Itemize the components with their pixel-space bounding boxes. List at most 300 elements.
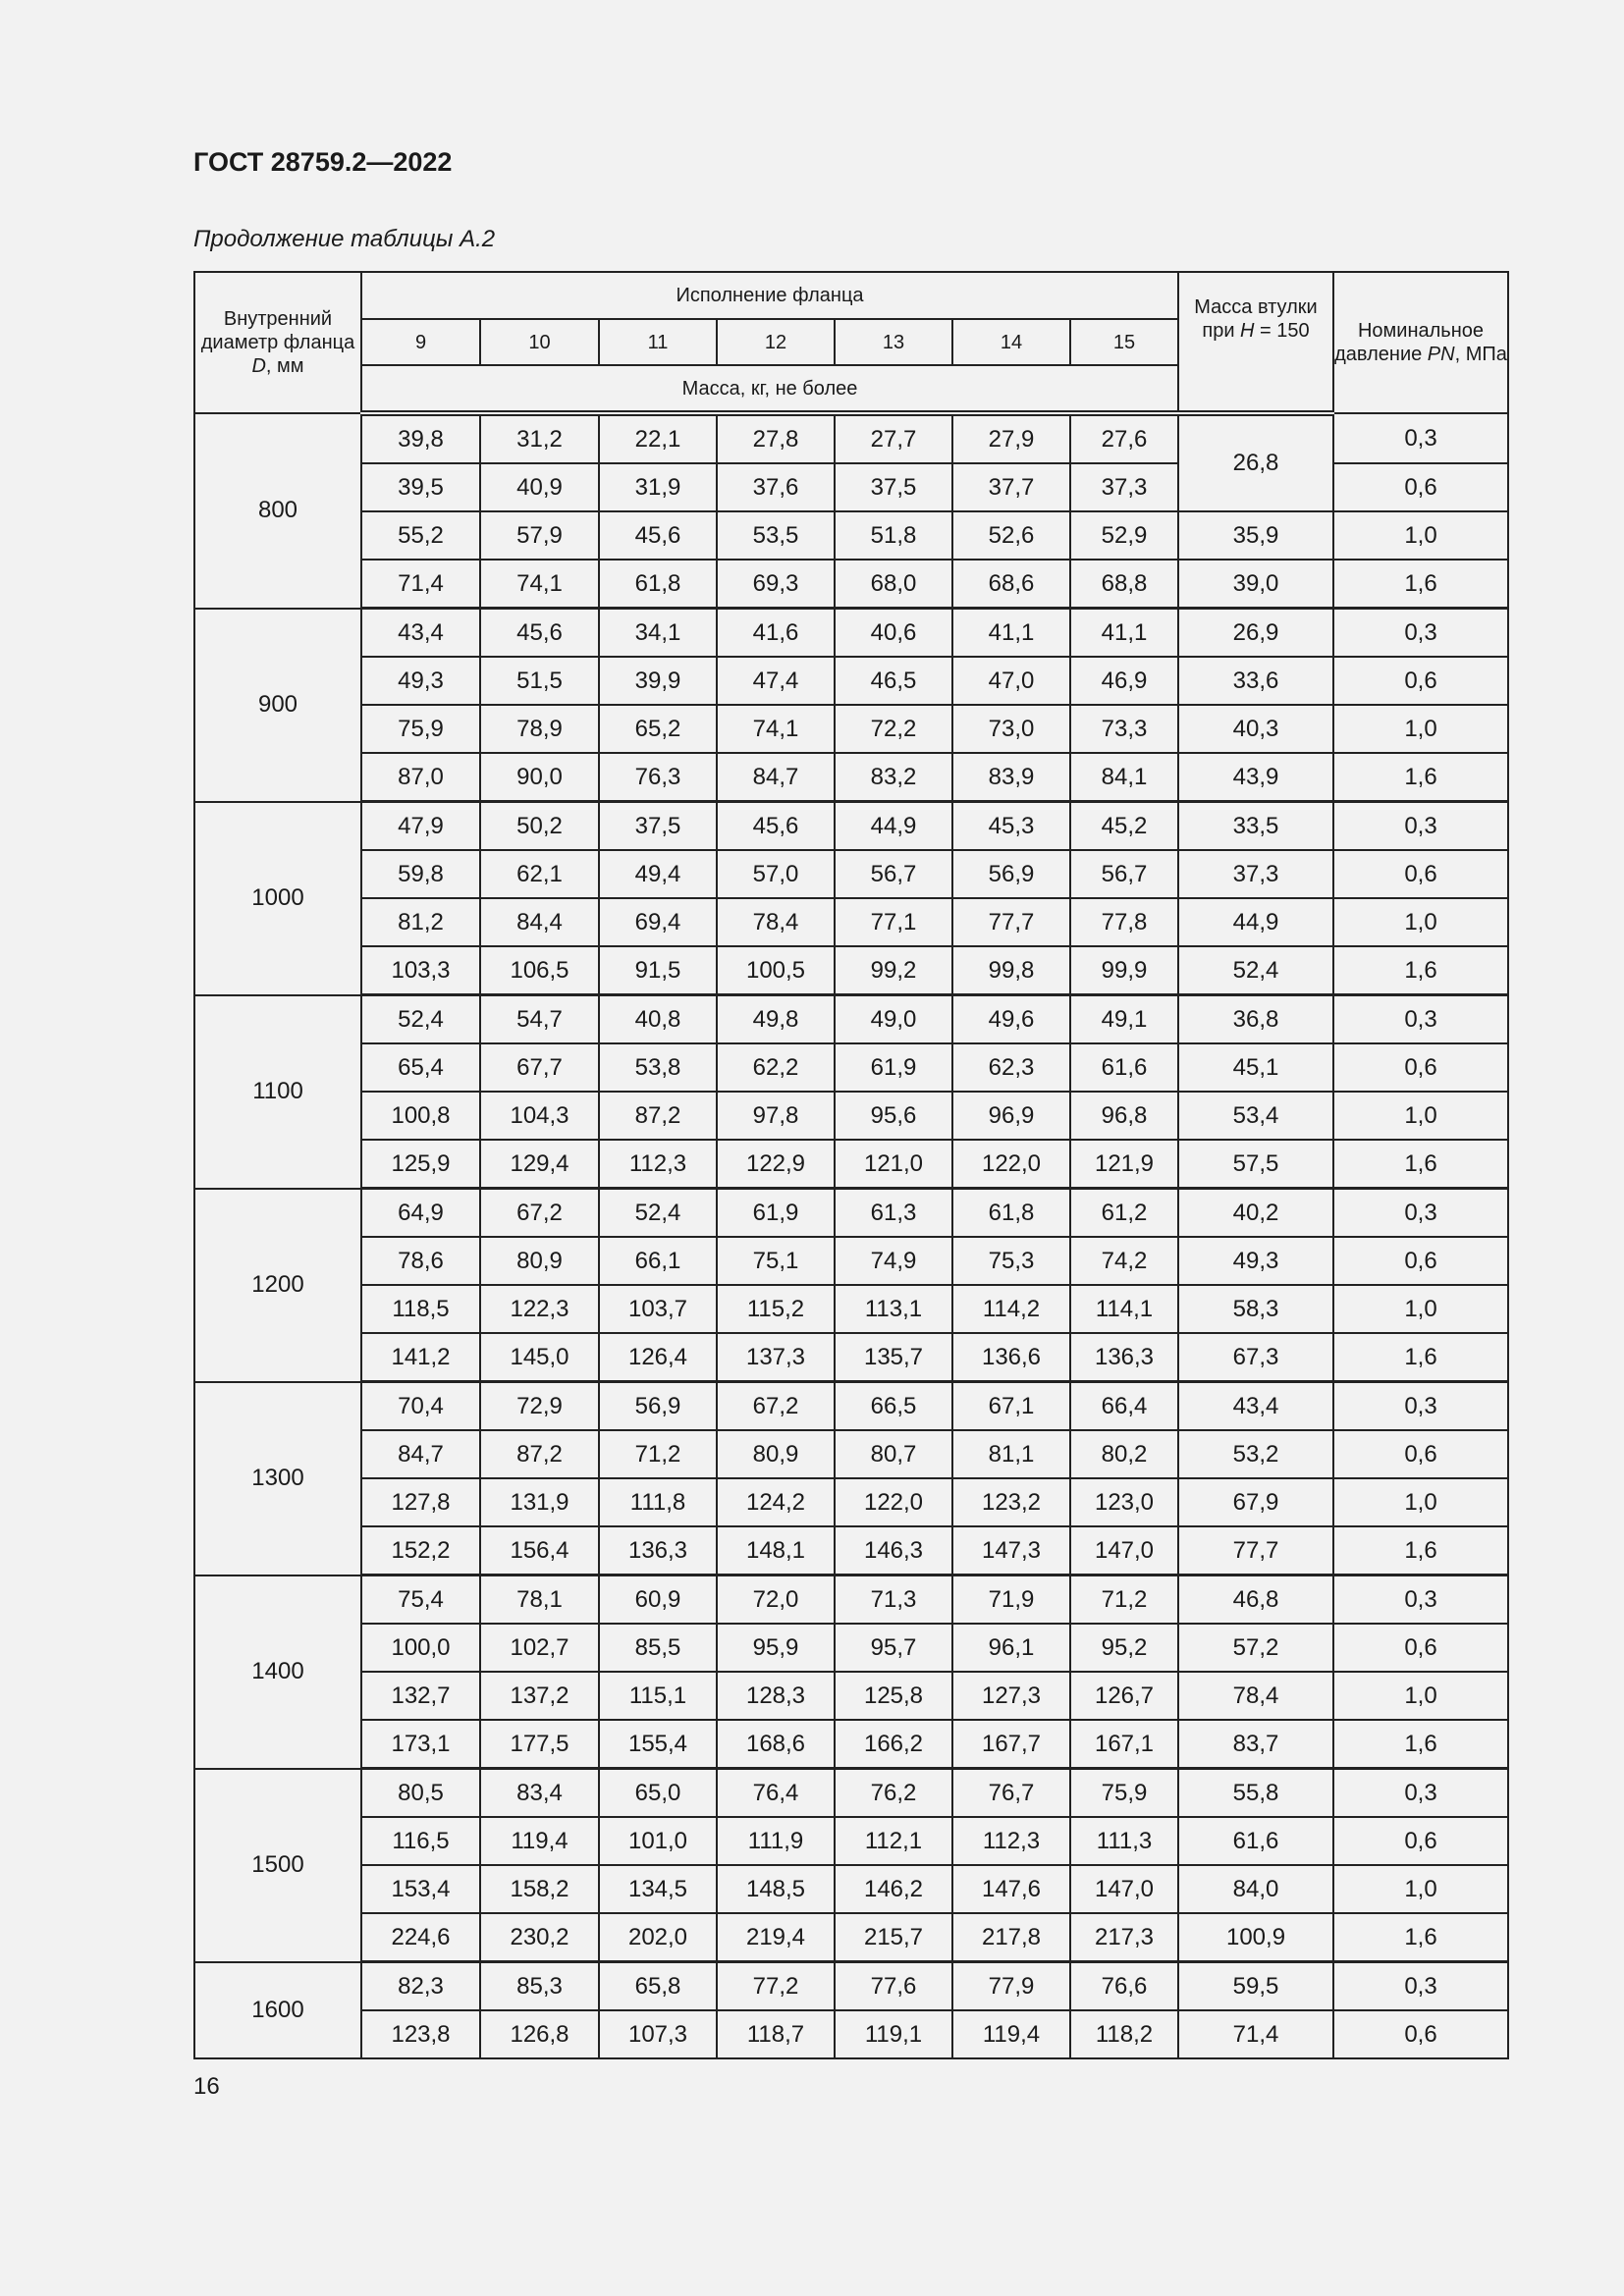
hub-mass-cell: 37,3: [1178, 850, 1333, 898]
mass-cell-version-13: 77,1: [835, 898, 952, 946]
mass-cell-version-13: 99,2: [835, 946, 952, 995]
mass-cell-version-15: 84,1: [1070, 753, 1178, 802]
mass-cell-version-15: 76,6: [1070, 1962, 1178, 2011]
hub-mass-cell: 40,3: [1178, 705, 1333, 753]
mass-cell-version-10: 54,7: [480, 995, 599, 1044]
mass-cell-version-14: 47,0: [952, 657, 1070, 705]
diameter-cell: 900: [194, 609, 361, 802]
mass-cell-version-12: 47,4: [717, 657, 835, 705]
mass-cell-version-9: 118,5: [361, 1285, 480, 1333]
mass-cell-version-10: 84,4: [480, 898, 599, 946]
mass-cell-version-13: 61,3: [835, 1189, 952, 1238]
pressure-cell: 0,6: [1333, 1237, 1508, 1285]
header-version-10: 10: [480, 319, 599, 365]
mass-cell-version-14: 68,6: [952, 560, 1070, 609]
mass-cell-version-11: 22,1: [599, 413, 717, 463]
mass-cell-version-9: 103,3: [361, 946, 480, 995]
mass-cell-version-9: 132,7: [361, 1672, 480, 1720]
mass-cell-version-13: 76,2: [835, 1769, 952, 1818]
pressure-cell: 1,0: [1333, 511, 1508, 560]
mass-cell-version-13: 112,1: [835, 1817, 952, 1865]
mass-cell-version-9: 127,8: [361, 1478, 480, 1526]
mass-cell-version-12: 74,1: [717, 705, 835, 753]
mass-cell-version-15: 45,2: [1070, 802, 1178, 851]
mass-cell-version-13: 68,0: [835, 560, 952, 609]
pressure-cell: 0,6: [1333, 1430, 1508, 1478]
mass-cell-version-11: 91,5: [599, 946, 717, 995]
pressure-cell: 0,6: [1333, 657, 1508, 705]
table-row: [194, 898, 1508, 946]
diameter-cell: 1600: [194, 1962, 361, 2059]
header-hub-mass: Масса втулки при H = 150: [1178, 272, 1333, 365]
mass-cell-version-10: 158,2: [480, 1865, 599, 1913]
pressure-cell: 1,6: [1333, 1526, 1508, 1575]
mass-cell-version-13: 119,1: [835, 2010, 952, 2058]
diameter-cell: 1100: [194, 995, 361, 1189]
mass-cell-version-9: 100,8: [361, 1092, 480, 1140]
mass-cell-version-9: 47,9: [361, 802, 480, 851]
mass-cell-version-14: 96,9: [952, 1092, 1070, 1140]
header-nominal-pressure: Номинальное давление PN, МПа: [1333, 272, 1508, 413]
mass-cell-version-9: 75,4: [361, 1575, 480, 1625]
mass-cell-version-15: 27,6: [1070, 413, 1178, 463]
mass-cell-version-9: 70,4: [361, 1382, 480, 1431]
hub-mass-cell: 84,0: [1178, 1865, 1333, 1913]
hub-mass-cell: 45,1: [1178, 1043, 1333, 1092]
table-row: [194, 1478, 1508, 1526]
table-row: [194, 995, 1508, 1044]
pressure-cell: 1,0: [1333, 898, 1508, 946]
mass-cell-version-13: 135,7: [835, 1333, 952, 1382]
hub-mass-cell: 44,9: [1178, 898, 1333, 946]
mass-cell-version-14: 56,9: [952, 850, 1070, 898]
header-diameter: Внутренний диаметр фланца D, мм: [194, 272, 361, 413]
mass-cell-version-11: 31,9: [599, 463, 717, 511]
mass-cell-version-15: 147,0: [1070, 1865, 1178, 1913]
header-version-9: 9: [361, 319, 480, 365]
mass-cell-version-15: 147,0: [1070, 1526, 1178, 1575]
mass-cell-version-14: 52,6: [952, 511, 1070, 560]
mass-cell-version-13: 71,3: [835, 1575, 952, 1625]
mass-cell-version-12: 148,5: [717, 1865, 835, 1913]
hub-mass-cell: 71,4: [1178, 2010, 1333, 2058]
mass-cell-version-12: 69,3: [717, 560, 835, 609]
mass-cell-version-10: 177,5: [480, 1720, 599, 1769]
mass-cell-version-9: 65,4: [361, 1043, 480, 1092]
pressure-cell: 0,6: [1333, 850, 1508, 898]
mass-cell-version-15: 49,1: [1070, 995, 1178, 1044]
mass-cell-version-11: 155,4: [599, 1720, 717, 1769]
header-version-13: 13: [835, 319, 952, 365]
mass-cell-version-14: 123,2: [952, 1478, 1070, 1526]
hub-mass-cell: 36,8: [1178, 995, 1333, 1044]
mass-cell-version-9: 152,2: [361, 1526, 480, 1575]
mass-cell-version-14: 147,6: [952, 1865, 1070, 1913]
table-row: [194, 1962, 1508, 2011]
pressure-cell: 0,3: [1333, 1382, 1508, 1431]
mass-cell-version-11: 111,8: [599, 1478, 717, 1526]
mass-cell-version-11: 87,2: [599, 1092, 717, 1140]
table-row: [194, 511, 1508, 560]
table-row: [194, 1913, 1508, 1962]
header-version-12: 12: [717, 319, 835, 365]
pressure-cell: 1,6: [1333, 560, 1508, 609]
mass-cell-version-15: 41,1: [1070, 609, 1178, 658]
mass-cell-version-14: 83,9: [952, 753, 1070, 802]
mass-cell-version-12: 124,2: [717, 1478, 835, 1526]
mass-cell-version-13: 80,7: [835, 1430, 952, 1478]
mass-cell-version-11: 49,4: [599, 850, 717, 898]
mass-cell-version-10: 102,7: [480, 1624, 599, 1672]
mass-cell-version-10: 131,9: [480, 1478, 599, 1526]
mass-cell-version-15: 61,2: [1070, 1189, 1178, 1238]
mass-cell-version-14: 37,7: [952, 463, 1070, 511]
mass-cell-version-12: 61,9: [717, 1189, 835, 1238]
mass-cell-version-15: 37,3: [1070, 463, 1178, 511]
mass-cell-version-11: 136,3: [599, 1526, 717, 1575]
mass-cell-version-10: 126,8: [480, 2010, 599, 2058]
mass-cell-version-15: 74,2: [1070, 1237, 1178, 1285]
mass-cell-version-9: 75,9: [361, 705, 480, 753]
mass-cell-version-10: 87,2: [480, 1430, 599, 1478]
mass-cell-version-10: 137,2: [480, 1672, 599, 1720]
table-row: [194, 1865, 1508, 1913]
table-row: [194, 1672, 1508, 1720]
mass-cell-version-14: 127,3: [952, 1672, 1070, 1720]
mass-cell-version-10: 40,9: [480, 463, 599, 511]
mass-cell-version-11: 53,8: [599, 1043, 717, 1092]
table-row: [194, 1189, 1508, 1238]
mass-cell-version-13: 46,5: [835, 657, 952, 705]
diameter-cell: 1200: [194, 1189, 361, 1382]
mass-cell-version-11: 101,0: [599, 1817, 717, 1865]
mass-cell-version-14: 45,3: [952, 802, 1070, 851]
mass-cell-version-13: 72,2: [835, 705, 952, 753]
hub-mass-cell: 100,9: [1178, 1913, 1333, 1962]
header-version-14: 14: [952, 319, 1070, 365]
mass-cell-version-15: 73,3: [1070, 705, 1178, 753]
mass-cell-version-11: 112,3: [599, 1140, 717, 1189]
pressure-cell: 0,3: [1333, 413, 1508, 463]
mass-cell-version-10: 67,7: [480, 1043, 599, 1092]
mass-cell-version-14: 167,7: [952, 1720, 1070, 1769]
table-row: [194, 1140, 1508, 1189]
mass-cell-version-13: 49,0: [835, 995, 952, 1044]
hub-mass-cell: 53,2: [1178, 1430, 1333, 1478]
mass-cell-version-10: 72,9: [480, 1382, 599, 1431]
mass-cell-version-12: 37,6: [717, 463, 835, 511]
table-row: [194, 560, 1508, 609]
mass-cell-version-13: 77,6: [835, 1962, 952, 2011]
mass-cell-version-13: 215,7: [835, 1913, 952, 1962]
hub-mass-cell: 59,5: [1178, 1962, 1333, 2011]
mass-cell-version-12: 95,9: [717, 1624, 835, 1672]
mass-cell-version-11: 71,2: [599, 1430, 717, 1478]
mass-cell-version-10: 145,0: [480, 1333, 599, 1382]
mass-cell-version-11: 39,9: [599, 657, 717, 705]
mass-cell-version-12: 72,0: [717, 1575, 835, 1625]
hub-mass-cell: 67,3: [1178, 1333, 1333, 1382]
mass-cell-version-9: 64,9: [361, 1189, 480, 1238]
mass-cell-version-9: 141,2: [361, 1333, 480, 1382]
pressure-cell: 0,3: [1333, 1962, 1508, 2011]
hub-mass-cell: 40,2: [1178, 1189, 1333, 1238]
mass-cell-version-14: 81,1: [952, 1430, 1070, 1478]
mass-cell-version-12: 80,9: [717, 1430, 835, 1478]
table-row: [194, 850, 1508, 898]
mass-cell-version-10: 129,4: [480, 1140, 599, 1189]
mass-cell-version-11: 107,3: [599, 2010, 717, 2058]
mass-cell-version-10: 106,5: [480, 946, 599, 995]
mass-cell-version-13: 95,6: [835, 1092, 952, 1140]
mass-cell-version-11: 85,5: [599, 1624, 717, 1672]
pressure-cell: 1,0: [1333, 1478, 1508, 1526]
mass-cell-version-14: 62,3: [952, 1043, 1070, 1092]
mass-cell-version-9: 84,7: [361, 1430, 480, 1478]
pressure-cell: 0,3: [1333, 995, 1508, 1044]
pressure-cell: 1,0: [1333, 1865, 1508, 1913]
hub-mass-cell: 26,9: [1178, 609, 1333, 658]
pressure-cell: 1,6: [1333, 1913, 1508, 1962]
hub-mass-cell: 26,8: [1178, 413, 1333, 511]
mass-cell-version-9: 82,3: [361, 1962, 480, 2011]
mass-cell-version-9: 81,2: [361, 898, 480, 946]
mass-cell-version-11: 45,6: [599, 511, 717, 560]
pressure-cell: 0,3: [1333, 802, 1508, 851]
mass-cell-version-15: 66,4: [1070, 1382, 1178, 1431]
mass-cell-version-14: 71,9: [952, 1575, 1070, 1625]
mass-cell-version-9: 49,3: [361, 657, 480, 705]
document-title: ГОСТ 28759.2—2022: [193, 147, 453, 177]
pressure-cell: 0,6: [1333, 463, 1508, 511]
pressure-cell: 1,0: [1333, 1092, 1508, 1140]
mass-cell-version-14: 99,8: [952, 946, 1070, 995]
mass-cell-version-11: 60,9: [599, 1575, 717, 1625]
mass-cell-version-15: 46,9: [1070, 657, 1178, 705]
hub-mass-cell: 78,4: [1178, 1672, 1333, 1720]
mass-cell-version-9: 153,4: [361, 1865, 480, 1913]
mass-cell-version-9: 43,4: [361, 609, 480, 658]
mass-cell-version-12: 97,8: [717, 1092, 835, 1140]
mass-cell-version-15: 111,3: [1070, 1817, 1178, 1865]
mass-cell-version-13: 56,7: [835, 850, 952, 898]
mass-cell-version-12: 168,6: [717, 1720, 835, 1769]
mass-cell-version-10: 50,2: [480, 802, 599, 851]
mass-cell-version-10: 78,9: [480, 705, 599, 753]
table-row: [194, 1817, 1508, 1865]
table-row: [194, 1285, 1508, 1333]
table-caption: Продолжение таблицы А.2: [193, 226, 496, 252]
mass-cell-version-13: 95,7: [835, 1624, 952, 1672]
mass-cell-version-12: 148,1: [717, 1526, 835, 1575]
mass-cell-version-13: 40,6: [835, 609, 952, 658]
hub-mass-cell: 77,7: [1178, 1526, 1333, 1575]
diameter-cell: 1300: [194, 1382, 361, 1575]
mass-cell-version-9: 52,4: [361, 995, 480, 1044]
hub-mass-cell: 39,0: [1178, 560, 1333, 609]
mass-cell-version-12: 57,0: [717, 850, 835, 898]
mass-cell-version-13: 44,9: [835, 802, 952, 851]
mass-cell-version-9: 100,0: [361, 1624, 480, 1672]
mass-cell-version-11: 76,3: [599, 753, 717, 802]
mass-cell-version-11: 56,9: [599, 1382, 717, 1431]
mass-cell-version-15: 118,2: [1070, 2010, 1178, 2058]
mass-cell-version-10: 51,5: [480, 657, 599, 705]
table-row: [194, 946, 1508, 995]
hub-mass-cell: 58,3: [1178, 1285, 1333, 1333]
mass-cell-version-10: 45,6: [480, 609, 599, 658]
mass-cell-version-12: 62,2: [717, 1043, 835, 1092]
mass-cell-version-15: 71,2: [1070, 1575, 1178, 1625]
table-row: [194, 1333, 1508, 1382]
mass-cell-version-9: 78,6: [361, 1237, 480, 1285]
mass-cell-version-9: 87,0: [361, 753, 480, 802]
diameter-cell: 800: [194, 413, 361, 609]
mass-cell-version-10: 62,1: [480, 850, 599, 898]
mass-cell-version-14: 217,8: [952, 1913, 1070, 1962]
mass-cell-version-12: 122,9: [717, 1140, 835, 1189]
header-hub-mass-bottom: [1178, 365, 1333, 413]
hub-mass-cell: 46,8: [1178, 1575, 1333, 1625]
mass-cell-version-9: 55,2: [361, 511, 480, 560]
pressure-cell: 0,3: [1333, 1575, 1508, 1625]
mass-cell-version-13: 113,1: [835, 1285, 952, 1333]
table-row: [194, 1769, 1508, 1818]
flange-mass-table: [193, 271, 1509, 2059]
table-row: [194, 1092, 1508, 1140]
mass-cell-version-14: 77,7: [952, 898, 1070, 946]
mass-cell-version-14: 122,0: [952, 1140, 1070, 1189]
mass-cell-version-11: 61,8: [599, 560, 717, 609]
mass-cell-version-11: 65,0: [599, 1769, 717, 1818]
pressure-cell: 0,6: [1333, 1624, 1508, 1672]
mass-cell-version-13: 37,5: [835, 463, 952, 511]
mass-cell-version-13: 61,9: [835, 1043, 952, 1092]
mass-cell-version-11: 65,8: [599, 1962, 717, 2011]
mass-cell-version-10: 31,2: [480, 413, 599, 463]
pressure-cell: 0,6: [1333, 1043, 1508, 1092]
mass-cell-version-10: 83,4: [480, 1769, 599, 1818]
hub-mass-cell: 52,4: [1178, 946, 1333, 995]
pressure-cell: 1,6: [1333, 753, 1508, 802]
mass-cell-version-11: 134,5: [599, 1865, 717, 1913]
page-number: 16: [193, 2073, 220, 2100]
hub-mass-cell: 57,5: [1178, 1140, 1333, 1189]
mass-cell-version-15: 80,2: [1070, 1430, 1178, 1478]
mass-cell-version-9: 116,5: [361, 1817, 480, 1865]
mass-cell-version-10: 122,3: [480, 1285, 599, 1333]
hub-mass-cell: 57,2: [1178, 1624, 1333, 1672]
mass-cell-version-11: 65,2: [599, 705, 717, 753]
mass-cell-version-11: 66,1: [599, 1237, 717, 1285]
mass-cell-version-15: 77,8: [1070, 898, 1178, 946]
mass-cell-version-12: 49,8: [717, 995, 835, 1044]
table-row: [194, 1382, 1508, 1431]
pressure-cell: 0,3: [1333, 1189, 1508, 1238]
table-row: [194, 1575, 1508, 1625]
mass-cell-version-12: 77,2: [717, 1962, 835, 2011]
mass-cell-version-12: 78,4: [717, 898, 835, 946]
header-mass-unit: Масса, кг, не более: [361, 365, 1178, 413]
table-row: [194, 2010, 1508, 2058]
mass-cell-version-13: 27,7: [835, 413, 952, 463]
table-row: [194, 1720, 1508, 1769]
pressure-cell: 1,6: [1333, 1140, 1508, 1189]
mass-cell-version-12: 137,3: [717, 1333, 835, 1382]
table-row: [194, 1237, 1508, 1285]
mass-cell-version-15: 52,9: [1070, 511, 1178, 560]
header-version-15: 15: [1070, 319, 1178, 365]
mass-cell-version-13: 74,9: [835, 1237, 952, 1285]
mass-cell-version-12: 75,1: [717, 1237, 835, 1285]
mass-cell-version-13: 122,0: [835, 1478, 952, 1526]
diameter-cell: 1000: [194, 802, 361, 995]
mass-cell-version-12: 100,5: [717, 946, 835, 995]
mass-cell-version-11: 40,8: [599, 995, 717, 1044]
mass-cell-version-12: 118,7: [717, 2010, 835, 2058]
mass-cell-version-15: 136,3: [1070, 1333, 1178, 1382]
diameter-cell: 1400: [194, 1575, 361, 1769]
mass-cell-version-9: 173,1: [361, 1720, 480, 1769]
table-row: [194, 657, 1508, 705]
mass-cell-version-14: 119,4: [952, 2010, 1070, 2058]
mass-cell-version-10: 78,1: [480, 1575, 599, 1625]
pressure-cell: 0,6: [1333, 2010, 1508, 2058]
table-row: [194, 413, 1508, 463]
mass-cell-version-15: 167,1: [1070, 1720, 1178, 1769]
mass-cell-version-12: 115,2: [717, 1285, 835, 1333]
pressure-cell: 1,6: [1333, 1333, 1508, 1382]
mass-cell-version-15: 61,6: [1070, 1043, 1178, 1092]
mass-cell-version-14: 147,3: [952, 1526, 1070, 1575]
mass-cell-version-15: 56,7: [1070, 850, 1178, 898]
mass-cell-version-10: 156,4: [480, 1526, 599, 1575]
mass-cell-version-9: 80,5: [361, 1769, 480, 1818]
hub-mass-cell: 35,9: [1178, 511, 1333, 560]
table-row: [194, 705, 1508, 753]
mass-cell-version-14: 61,8: [952, 1189, 1070, 1238]
hub-mass-cell: 61,6: [1178, 1817, 1333, 1865]
mass-cell-version-9: 39,5: [361, 463, 480, 511]
mass-cell-version-14: 96,1: [952, 1624, 1070, 1672]
mass-cell-version-12: 53,5: [717, 511, 835, 560]
mass-cell-version-15: 96,8: [1070, 1092, 1178, 1140]
mass-cell-version-14: 76,7: [952, 1769, 1070, 1818]
pressure-cell: 1,6: [1333, 1720, 1508, 1769]
mass-cell-version-14: 49,6: [952, 995, 1070, 1044]
pressure-cell: 1,0: [1333, 1285, 1508, 1333]
mass-cell-version-15: 126,7: [1070, 1672, 1178, 1720]
mass-cell-version-9: 125,9: [361, 1140, 480, 1189]
mass-cell-version-11: 115,1: [599, 1672, 717, 1720]
mass-cell-version-9: 71,4: [361, 560, 480, 609]
mass-cell-version-13: 66,5: [835, 1382, 952, 1431]
mass-cell-version-15: 123,0: [1070, 1478, 1178, 1526]
hub-mass-cell: 83,7: [1178, 1720, 1333, 1769]
mass-cell-version-14: 112,3: [952, 1817, 1070, 1865]
pressure-cell: 0,3: [1333, 1769, 1508, 1818]
mass-cell-version-12: 84,7: [717, 753, 835, 802]
mass-cell-version-11: 34,1: [599, 609, 717, 658]
mass-cell-version-11: 52,4: [599, 1189, 717, 1238]
mass-cell-version-13: 146,2: [835, 1865, 952, 1913]
hub-mass-cell: 67,9: [1178, 1478, 1333, 1526]
hub-mass-cell: 33,6: [1178, 657, 1333, 705]
mass-cell-version-10: 85,3: [480, 1962, 599, 2011]
mass-cell-version-10: 67,2: [480, 1189, 599, 1238]
mass-cell-version-11: 69,4: [599, 898, 717, 946]
table-row: [194, 1526, 1508, 1575]
